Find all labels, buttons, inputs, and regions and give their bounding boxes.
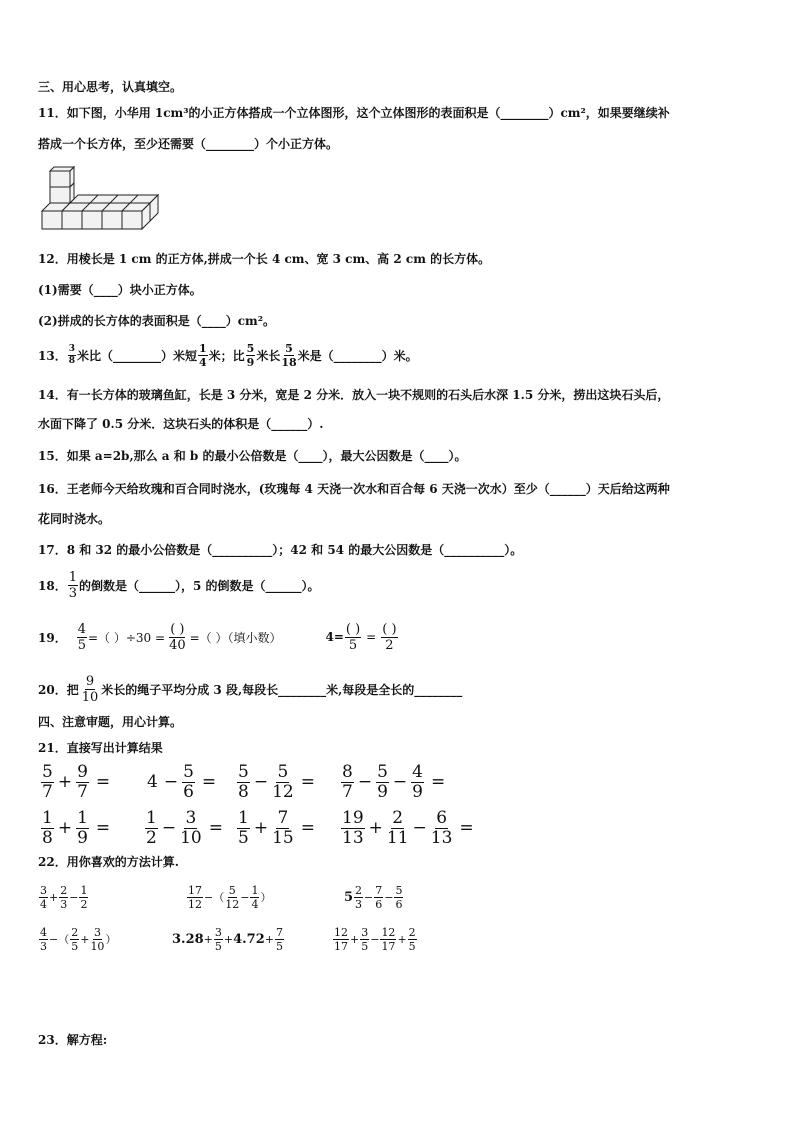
q20-text: 米长的绳子平均分成 3 段,每段长________米,每段是全长的________ xyxy=(101,682,463,697)
cube-figure xyxy=(40,165,160,233)
fraction: $\frac{5}{18}$ xyxy=(281,341,297,369)
q21-expression: $\frac{1}{5}$ + $\frac{7}{15}$ = xyxy=(238,807,315,848)
q22-expr-3: 5 $\frac{2}{3}$ − $\frac{7}{6}$ − $\frac{5}{6}$ xyxy=(344,883,403,911)
q19-expr-3: =（ ）（填小数） xyxy=(189,630,282,645)
fraction: $\frac{19}{13}$ xyxy=(342,807,364,848)
fraction: $\frac{9}{7}$ xyxy=(77,761,88,802)
q21-title: 21．直接写出计算结果 xyxy=(38,741,163,755)
q20 xyxy=(38,672,462,706)
q21-expression: $\frac{1}{8}$ + $\frac{1}{9}$ = xyxy=(42,807,111,848)
fraction: $\frac{2}{5}$ xyxy=(71,925,79,953)
fraction: $\frac{7}{6}$ xyxy=(375,883,383,911)
q21-expression: $\frac{1}{2}$ − $\frac{3}{10}$ = xyxy=(146,807,223,848)
q20-number: 20．把 xyxy=(38,682,79,697)
q18-number: 18． xyxy=(38,578,67,593)
fraction: $\frac{5}{7}$ xyxy=(42,761,53,802)
q12-part2: (2)拼成的长方体的表面积是（____）cm²。 xyxy=(38,314,275,328)
fraction: $\frac{1}{3}$ xyxy=(68,569,77,601)
q12-part1: (1)需要（____）块小正方体。 xyxy=(38,283,202,297)
fraction: $\frac{5}{12}$ xyxy=(272,761,294,802)
q18 xyxy=(38,568,320,602)
q19-four: 4= xyxy=(325,630,344,644)
fraction: $\frac{1}{4}$ xyxy=(251,883,259,911)
fraction: $\frac{1}{9}$ xyxy=(77,807,88,848)
q19: 19． $\frac{4}{5}$ =（ ）÷30 = $\frac{( )}{40}$ =（ ）（填小数） 4= $\frac{( )}{5}$ = $\frac{( )}{2}$ xyxy=(38,621,397,653)
fraction: $\frac{4}{3}$ xyxy=(40,925,47,953)
q19-number: 19． xyxy=(38,630,67,645)
q21-expression: $\frac{5}{8}$ − $\frac{5}{12}$ = xyxy=(238,761,315,802)
q21-expression: $\frac{5}{7}$ + $\frac{9}{7}$ = xyxy=(42,761,111,802)
q22-expr-1: $\frac{3}{4}$ + $\frac{2}{3}$ − $\frac{1}{2}$ xyxy=(40,883,88,911)
q22-expr-4: $\frac{4}{3}$ −（ $\frac{2}{5}$ + $\frac{3}{10}$ ） xyxy=(40,925,117,953)
q19-expr-1: =（ ）÷30 = xyxy=(87,630,166,645)
q13-number: 13． xyxy=(38,348,67,363)
fraction: $\frac{17}{12}$ xyxy=(188,883,202,911)
fraction: $\frac{5}{12}$ xyxy=(225,883,240,911)
fraction: $\frac{3}{5}$ xyxy=(361,925,369,953)
q13-text-3: 米长 xyxy=(256,348,281,363)
fraction: $\frac{9}{10}$ xyxy=(81,673,99,705)
fraction: $\frac{4}{9}$ xyxy=(412,761,423,802)
fraction: $\frac{1}{2}$ xyxy=(80,883,88,911)
q17: 17．8 和 32 的最小公倍数是（__________）；42 和 54 的最大公因数是（__________）。 xyxy=(38,543,523,557)
q16-line2: 花同时浇水。 xyxy=(38,512,111,526)
q21-expression: $\frac{8}{7}$ − $\frac{5}{9}$ − $\frac{4}{9}$ = xyxy=(342,761,446,802)
fraction: $\frac{5}{9}$ xyxy=(377,761,388,802)
q21-expression: $\frac{19}{13}$ + $\frac{2}{11}$ − $\frac{6}{13}$ = xyxy=(342,807,474,848)
fraction: $\frac{( )}{40}$ xyxy=(169,621,186,653)
fraction: $\frac{1}{4}$ xyxy=(198,341,207,369)
fraction: $\frac{12}{17}$ xyxy=(381,925,396,953)
fraction: $\frac{7}{5}$ xyxy=(276,925,283,953)
fraction: $\frac{1}{8}$ xyxy=(42,807,53,848)
q22-expr-5: 3.28 + $\frac{3}{5}$ + 4.72 + $\frac{7}{5}$ xyxy=(172,925,283,953)
q12-line1: 12．用棱长是 1 cm 的正方体,拼成一个长 4 cm、宽 3 cm、高 2 cm 的长方体。 xyxy=(38,252,491,266)
q18-text: 的倒数是（______），5 的倒数是（______）。 xyxy=(78,578,320,593)
fraction: $\frac{3}{8}$ xyxy=(68,343,75,366)
fraction: $\frac{3}{4}$ xyxy=(40,883,47,911)
q14-line2: 水面下降了 0.5 分米．这块石头的体积是（______）. xyxy=(38,417,324,431)
q14-line1: 14．有一长方体的玻璃鱼缸，长是 3 分米，宽是 2 分米．放入一块不规则的石头后水深 1.5 分米，捞出这块石头后， xyxy=(38,388,670,402)
fraction: $\frac{1}{5}$ xyxy=(238,807,249,848)
fraction: $\frac{8}{7}$ xyxy=(342,761,353,802)
q21-expression: 4 − $\frac{5}{6}$ = xyxy=(147,761,217,802)
q22-expr-6: $\frac{12}{17}$ + $\frac{3}{5}$ − $\frac{12}{17}$ + $\frac{2}{5}$ xyxy=(334,925,416,953)
q13-text-2: 米；比 xyxy=(208,348,245,363)
fraction: $\frac{2}{11}$ xyxy=(386,807,409,848)
fraction: $\frac{( )}{2}$ xyxy=(382,621,397,653)
fraction: $\frac{1}{2}$ xyxy=(146,807,157,848)
q13-text-4: 米是（________）米。 xyxy=(297,348,418,363)
fraction: $\frac{3}{10}$ xyxy=(180,807,202,848)
fraction: $\frac{6}{13}$ xyxy=(430,807,453,848)
fraction: $\frac{3}{5}$ xyxy=(214,925,222,953)
section-4-title: 四、注意审题，用心计算。 xyxy=(38,715,183,729)
q22-title: 22．用你喜欢的方法计算. xyxy=(38,855,179,869)
fraction: $\frac{12}{17}$ xyxy=(334,925,348,953)
fraction: $\frac{5}{6}$ xyxy=(395,883,403,911)
fraction: $\frac{7}{15}$ xyxy=(272,807,294,848)
fraction: $\frac{2}{5}$ xyxy=(408,925,416,953)
fraction: $\frac{4}{5}$ xyxy=(77,621,86,653)
q11-line1: 11．如下图，小华用 1cm³的小正方体搭成一个立体图形，这个立体图形的表面积是（________）cm²，如果要继续补 xyxy=(38,106,670,120)
q13 xyxy=(38,340,418,370)
q11-line2: 搭成一个长方体，至少还需要（________）个小正方体。 xyxy=(38,137,339,151)
fraction: $\frac{5}{6}$ xyxy=(183,761,194,802)
fraction: $\frac{( )}{5}$ xyxy=(345,621,361,653)
fraction: $\frac{2}{3}$ xyxy=(355,883,363,911)
fraction: $\frac{5}{8}$ xyxy=(238,761,249,802)
q16-line1: 16．王老师今天给玫瑰和百合同时浇水，(玫瑰每 4 天浇一次水和百合每 6 天浇一次水）至少（______）天后给这两种 xyxy=(38,482,670,496)
fraction: $\frac{5}{9}$ xyxy=(246,341,255,369)
q22-expr-2: $\frac{17}{12}$ −（ $\frac{5}{12}$ − $\frac{1}{4}$ ） xyxy=(188,883,272,911)
q23-title: 23．解方程: xyxy=(38,1033,108,1047)
fraction: $\frac{2}{3}$ xyxy=(60,883,68,911)
q15: 15．如果 a=2b,那么 a 和 b 的最小公倍数是（____），最大公因数是（____）。 xyxy=(38,449,467,463)
q13-text-1: 米比（________）米短 xyxy=(76,348,197,363)
fraction: $\frac{3}{10}$ xyxy=(90,925,105,953)
section-3-title: 三、用心思考，认真填空。 xyxy=(38,80,183,94)
